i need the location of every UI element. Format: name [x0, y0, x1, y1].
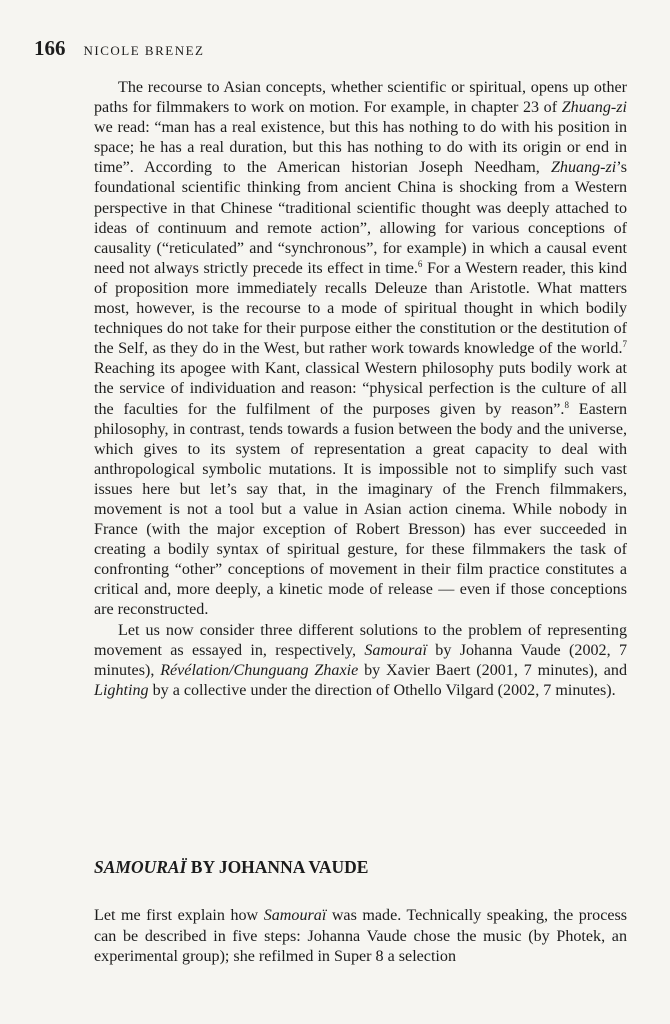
section-body: [94, 906, 627, 968]
section-heading-rest: BY JOHANNA VAUDE: [186, 857, 369, 877]
text-run: by a collective under the direction of Othello Vilgard (2002, 7 minutes).: [148, 681, 616, 699]
paragraph-2: [94, 621, 627, 701]
text-run: The recourse to Asian concepts, whether scientific or spiritual, opens up other paths for filmmakers to work on motion. For example, in chapter 23 of: [94, 79, 627, 117]
running-head: [34, 36, 204, 61]
italic-title: Samouraï: [364, 641, 427, 659]
italic-title: Samouraï: [263, 907, 327, 924]
text-run: For a Western reader, this kind of proposition more immediately recalls Deleuze than Aristotle. What matters most, however, is the recourse to a mode of spiritual thought in which bodily techniques do not take for their purpose either the constitution or the destitution of the Self, as they do in the West, but rather work towards knowledge of the world.: [94, 259, 627, 358]
text-run: by Xavier Baert (2001, 7 minutes), and: [358, 661, 628, 679]
italic-title: Lighting: [94, 681, 149, 699]
italic-title: Révélation/Chunguang Zhaxie: [160, 661, 359, 679]
page-number: 166: [34, 36, 66, 60]
footnote-ref: 8: [564, 399, 569, 410]
body-text: [94, 78, 627, 701]
footnote-ref: 7: [622, 339, 627, 350]
paragraph-1: [94, 78, 627, 621]
italic-title: Zhuang-zi: [550, 159, 617, 177]
section-heading: [94, 857, 368, 878]
text-run: by Johanna Vaude (2002, 7 minutes),: [94, 641, 627, 679]
paragraph-3: [94, 906, 627, 968]
text-run: Eastern philosophy, in contrast, tends towards a fusion between the body and the universe, which gives to its system of representation a great capacity to deal with anthropological symbolic mutations. It is impossible not to simplify such vast issues here but let’s say that, in the imaginary of the French filmmakers, movement is not a tool but a value in Asian action cinema. While nobody in France (with the major exception of Robert Bresson) has ever succeeded in creating a bodily syntax of spiritual gesture, for these filmmakers the task of confronting “other” conceptions of movement in their film practice constitutes a critical and, more deeply, a kinetic mode of release — even if those conceptions are reconstructed.: [94, 400, 628, 619]
text-run: Let me first explain how: [94, 907, 264, 924]
text-run: ’s foundational scientific thinking from ancient China is shocking from a Western perspective in that Chinese “traditional scientific thought was deeply attached to ideas of continuum and remote action”, allowing for various conceptions of causality (“reticulated” and “synchronous”, for example) in which a causal event need not always strictly precede its effect in time.: [94, 159, 627, 277]
text-run: Reaching its apogee with Kant, classical Western philosophy puts bodily work at the service of individuation and reason: “physical perfection is the culture of all the faculties for the fulfilment of the purposes given by reason”.: [94, 360, 627, 418]
text-run: we read: “man has a real existence, but this has nothing to do with his position in space; he has a real duration, but this has nothing to do with its origin or end in time”. According to the American historian Joseph Needham,: [94, 119, 627, 177]
section-heading-film-title: SAMOURAÏ: [94, 857, 187, 877]
text-run: Let us now consider three different solutions to the problem of representing movement as essayed in, respectively,: [94, 621, 627, 659]
footnote-ref: 6: [417, 258, 423, 269]
text-run: was made. Technically speaking, the process can be described in five steps: Johanna Vaude chose the music (by Photek, an experimental group); she refilmed in Super 8 a selection: [94, 907, 628, 965]
italic-title: Zhuang-zi: [561, 99, 627, 117]
running-head-author: NICOLE BRENEZ: [83, 43, 205, 58]
